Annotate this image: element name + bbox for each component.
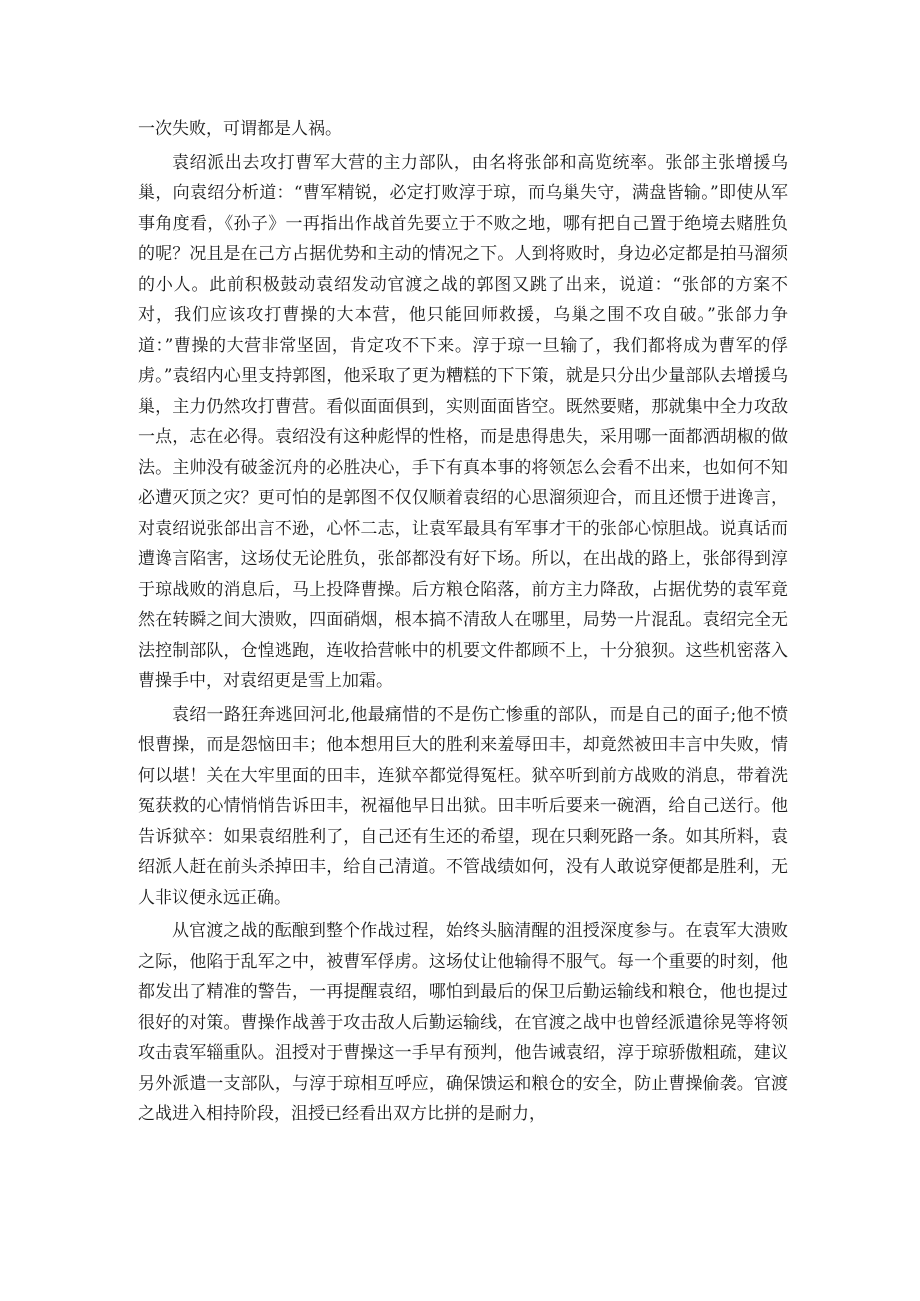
paragraph-2: 袁绍派出去攻打曹军大营的主力部队，由名将张郃和高览统率。张郃主张增援乌巢，向袁绍分析道：“曹军精锐，必定打败淳于琼，而乌巢失守，满盘皆输。”即使从军事角度看，《孙子》一再指出作战首先要立于不败之地，哪有把自己置于绝境去赌胜负的呢？况且是在己方占据优势和主动的情况之下。人到将败时，身边必定都是拍马溜须的小人。此前积极鼓动袁绍发动官渡之战的郭图又跳了出来，说道：“张郃的方案不对，我们应该攻打曹操的大本营，他只能回师救援，乌巢之围不攻自破。”张郃力争道：”曹操的大营非常坚固，肯定攻不下来。淳于琼一旦输了，我们都将成为曹军的俘虏。”袁绍内心里支持郭图，他采取了更为糟糕的下下策，就是只分出少量部队去增援乌巢，主力仍然攻打曹营。看似面面俱到，实则面面皆空。既然要赌，那就集中全力攻敌一点，志在必得。袁绍没有这种彪悍的性格，而是患得患失，采用哪一面都洒胡椒的做法。主帅没有破釜沉舟的必胜决心，手下有真本事的将领怎么会看不出来，也如何不知必遭灭顶之灾？更可怕的是郭图不仅仅顺着袁绍的心思溜须迎合，而且还惯于进谗言，对袁绍说张郃出言不逊，心怀二志，让袁军最具有军事才干的张郃心惊胆战。说真话而遭谗言陷害，这场仗无论胜负，张郃都没有好下场。所以，在出战的路上，张郃得到淳于琼战败的消息后，马上投降曹操。后方粮仓陷落，前方主力降敌，占据优势的袁军竟然在转瞬之间大溃败，四面硝烟，根本搞不清敌人在哪里，局势一片混乱。袁绍完全无法控制部队，仓惶逃跑，连收拾营帐中的机要文件都顾不上，十分狼狈。这些机密落入曹操手中，对袁绍更是雪上加霜。: [138, 152, 788, 691]
paragraph-4: 从官渡之战的酝酿到整个作战过程，始终头脑清醒的沮授深度参与。在袁军大溃败之际，他陷于乱军之中，被曹军俘虏。这场仗让他输得不服气。每一个重要的时刻，他都发出了精准的警告，一再提醒袁绍，哪怕到最后的保卫后勤运输线和粮仓，他也提过很好的对策。曹操作战善于攻击敌人后勤运输线，在官渡之战中也曾经派遣徐晃等将领攻击袁军辎重队。沮授对于曹操这一手早有预判，他告诫袁绍，淳于琼骄傲粗疏，建议另外派遣一支部队，与淳于琼相互呼应，确保馈运和粮仓的安全，防止曹操偷袭。官渡之战进入相持阶段，沮授已经看出双方比拼的是耐力，: [138, 921, 788, 1124]
document-body: [138, 114, 788, 1130]
paragraph-1: 一次失败，可谓都是人祸。: [138, 119, 342, 139]
paragraph-3: 袁绍一路狂奔逃回河北,他最痛惜的不是伤亡惨重的部队，而是自己的面子;他不愤恨曹操，而是怨恼田丰；他本想用巨大的胜利来羞辱田丰，却竟然被田丰言中失败，情何以堪！关在大牢里面的田丰，连狱卒都觉得冤枉。狱卒听到前方战败的消息，带着洗冤获救的心情悄悄告诉田丰，祝福他早日出狱。田丰听后要来一碗酒，给自己送行。他告诉狱卒：如果袁绍胜利了，自己还有生还的希望，现在只剩死路一条。如其所料，袁绍派人赶在前头杀掉田丰，给自己清道。不管战绩如何，没有人敢说穿便都是胜利，无人非议便永远正确。: [138, 704, 788, 908]
